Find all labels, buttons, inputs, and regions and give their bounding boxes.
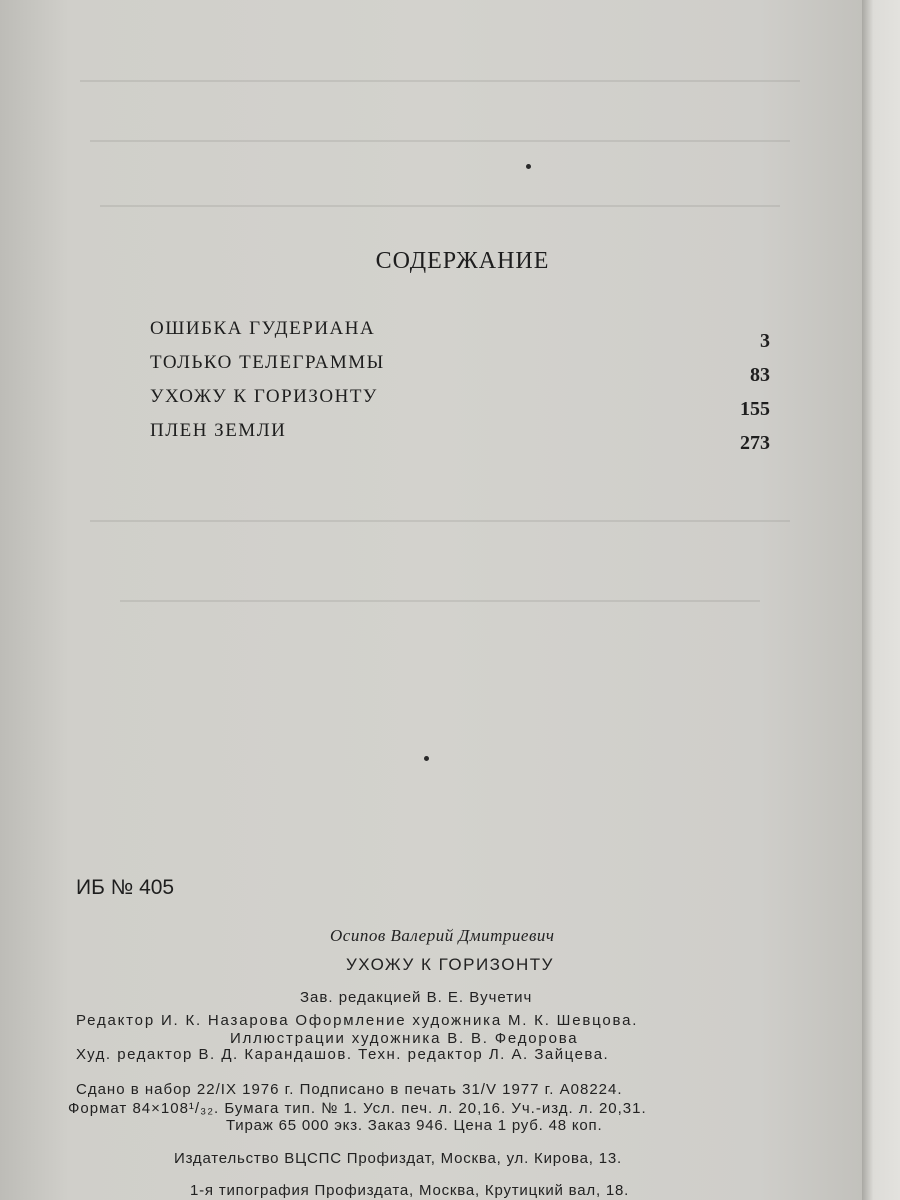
toc-entry-page: 273 [740, 432, 770, 454]
printed-dot [526, 164, 531, 169]
art-editor-line: Худ. редактор В. Д. Карандашов. Техн. редактор Л. А. Зайцева. [76, 1046, 610, 1063]
toc-entry [150, 352, 770, 386]
editor-line: Редактор И. К. Назарова Оформление художника М. К. Шевцова. [76, 1012, 639, 1029]
printer-line: 1-я типография Профиздата, Москва, Крутицкий вал, 18. [190, 1182, 630, 1199]
toc-entry-title: ОШИБКА ГУДЕРИАНА [150, 318, 376, 339]
toc-entry [150, 420, 770, 454]
toc-entry-page: 83 [750, 364, 770, 386]
format-line: Формат 84×108¹/₃₂. Бумага тип. № 1. Усл. печ. л. 20,16. Уч.-изд. л. 20,31. [68, 1100, 647, 1117]
toc-entry [150, 386, 770, 420]
show-through-line [90, 140, 790, 142]
show-through-line [120, 600, 760, 602]
illustrations-line: Иллюстрации художника В. В. Федорова [230, 1030, 579, 1047]
toc-entry-title: ТОЛЬКО ТЕЛЕГРАММЫ [150, 352, 385, 373]
toc-entry-title: ПЛЕН ЗЕМЛИ [150, 420, 287, 441]
print-run-line: Тираж 65 000 экз. Заказ 946. Цена 1 руб. 48 коп. [226, 1117, 603, 1134]
printed-dot [424, 756, 429, 761]
print-dates-line: Сдано в набор 22/IX 1976 г. Подписано в печать 31/V 1977 г. А08224. [76, 1081, 623, 1098]
show-through-line [80, 80, 800, 82]
publisher-line: Издательство ВЦСПС Профиздат, Москва, ул. Кирова, 13. [174, 1150, 622, 1167]
toc-entry-page: 155 [740, 398, 770, 420]
ib-number: ИБ № 405 [76, 876, 175, 899]
show-through-line [90, 520, 790, 522]
head-of-editorial: Зав. редакцией В. Е. Вучетич [300, 989, 533, 1006]
show-through-line [100, 205, 780, 207]
book-title: УХОЖУ К ГОРИЗОНТУ [346, 955, 554, 974]
author-name: Осипов Валерий Дмитриевич [330, 926, 555, 945]
toc-entry-title: УХОЖУ К ГОРИЗОНТУ [150, 386, 378, 407]
toc-entry-page: 3 [760, 330, 770, 352]
toc-entry [150, 318, 770, 352]
toc-title: СОДЕРЖАНИЕ [375, 248, 550, 274]
page-edge [862, 0, 900, 1200]
